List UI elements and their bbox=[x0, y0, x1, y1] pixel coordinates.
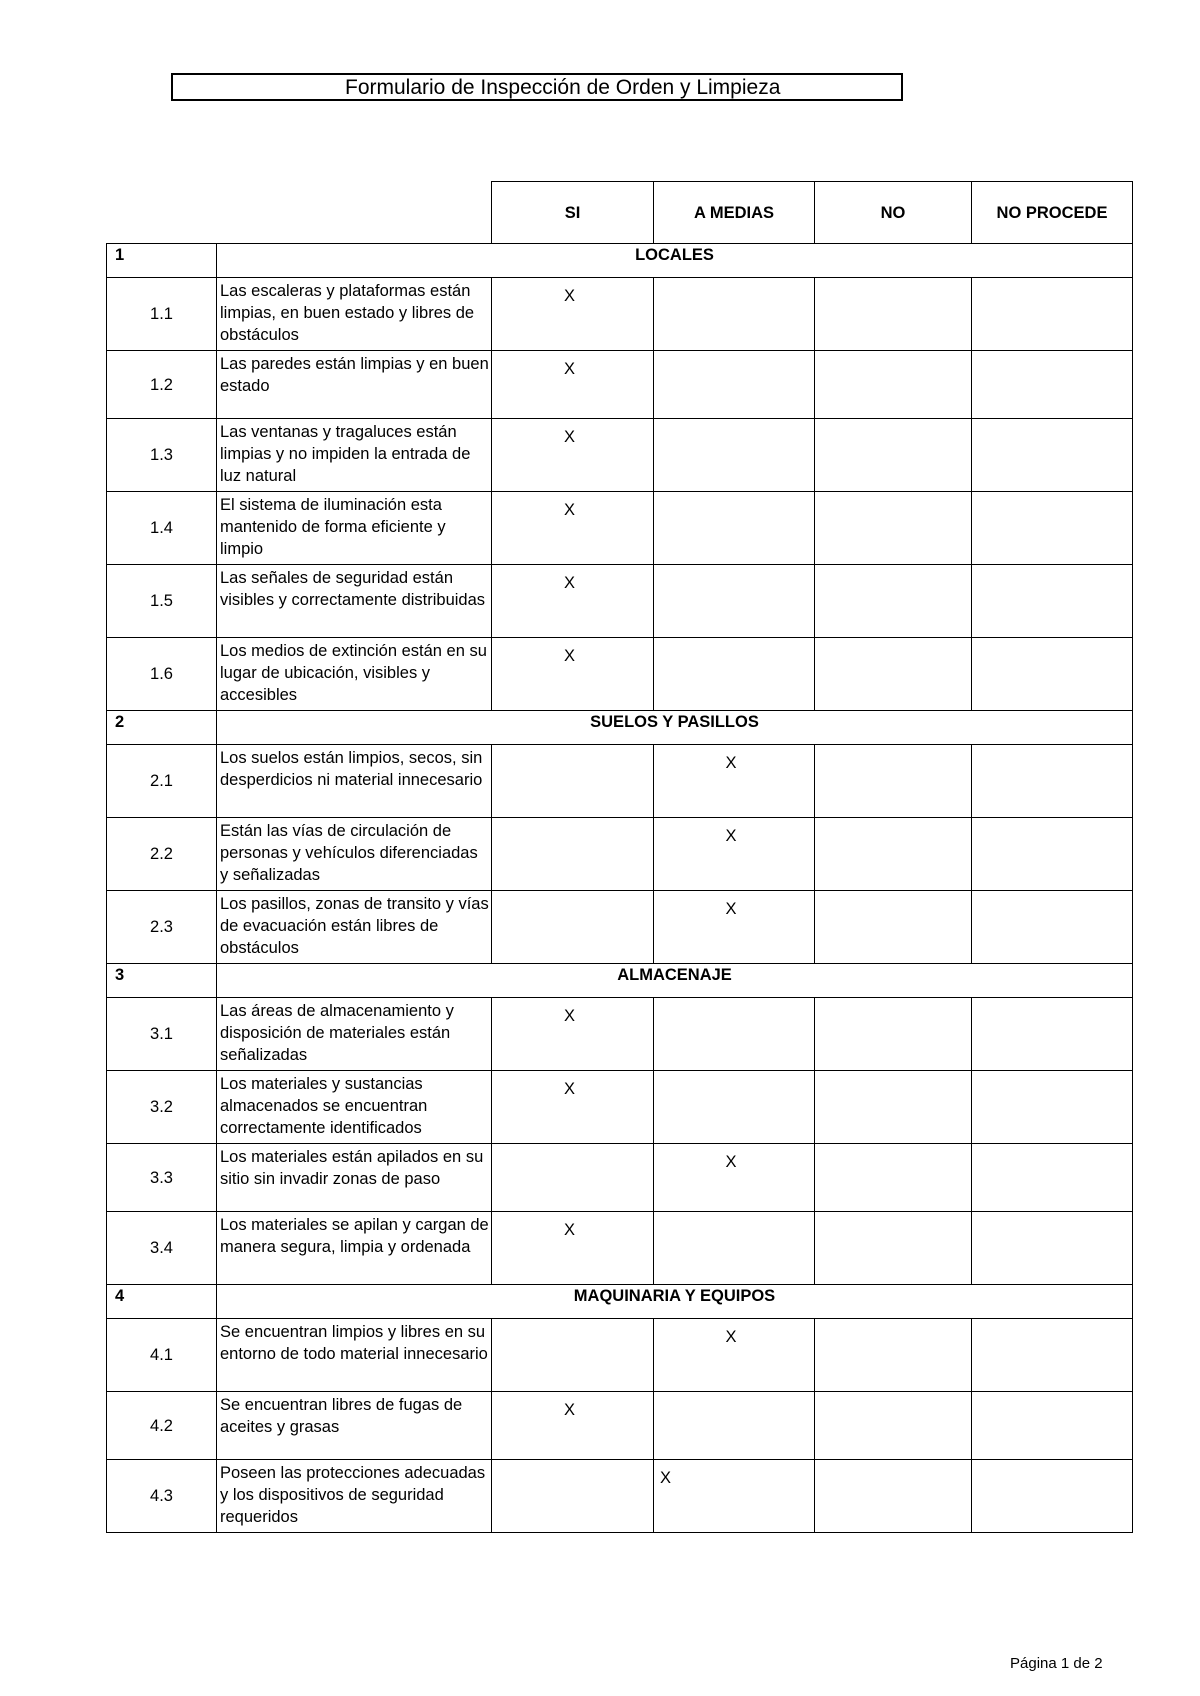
item-description: Se encuentran libres de fugas de aceites y grasas bbox=[217, 1392, 492, 1460]
item-row bbox=[107, 818, 1133, 891]
item-description: El sistema de iluminación esta mantenido de forma eficiente y limpio bbox=[217, 492, 492, 565]
answer-cell-no[interactable] bbox=[815, 638, 972, 711]
item-row bbox=[107, 1460, 1133, 1533]
item-number: 4.3 bbox=[107, 1460, 217, 1533]
check-mark: X bbox=[725, 900, 737, 918]
check-mark: X bbox=[563, 360, 575, 378]
answer-cell-si[interactable] bbox=[492, 1460, 654, 1533]
item-row bbox=[107, 638, 1133, 711]
answer-cell-no-procede[interactable] bbox=[972, 419, 1133, 492]
check-mark: X bbox=[563, 1007, 575, 1025]
item-description: Las señales de seguridad están visibles y correctamente distribuidas bbox=[217, 565, 492, 638]
item-description: Los medios de extinción están en su lugar de ubicación, visibles y accesibles bbox=[217, 638, 492, 711]
item-row bbox=[107, 1392, 1133, 1460]
answer-cell-si[interactable] bbox=[492, 351, 654, 419]
item-number: 1.1 bbox=[107, 278, 217, 351]
check-mark: X bbox=[660, 1469, 672, 1487]
item-number: 1.3 bbox=[107, 419, 217, 492]
answer-cell-no[interactable] bbox=[815, 1212, 972, 1285]
answer-cell-a-medias[interactable] bbox=[654, 1071, 815, 1144]
item-description: Los materiales y sustancias almacenados se encuentran correctamente identificados bbox=[217, 1071, 492, 1144]
answer-cell-a-medias[interactable] bbox=[654, 1460, 815, 1533]
answer-cell-si[interactable] bbox=[492, 745, 654, 818]
check-mark: X bbox=[563, 501, 575, 519]
column-header-a-medias: A MEDIAS bbox=[654, 182, 815, 244]
answer-cell-no-procede[interactable] bbox=[972, 998, 1133, 1071]
answer-cell-si[interactable] bbox=[492, 891, 654, 964]
answer-cell-no[interactable] bbox=[815, 1144, 972, 1212]
answer-cell-no[interactable] bbox=[815, 998, 972, 1071]
item-description: Las escaleras y plataformas están limpias, en buen estado y libres de obstáculos bbox=[217, 278, 492, 351]
answer-cell-no-procede[interactable] bbox=[972, 638, 1133, 711]
check-mark: X bbox=[725, 1153, 737, 1171]
answer-cell-no[interactable] bbox=[815, 419, 972, 492]
column-header-no: NO bbox=[815, 182, 972, 244]
section-title: ALMACENAJE bbox=[217, 964, 1133, 998]
answer-cell-no-procede[interactable] bbox=[972, 1319, 1133, 1392]
answer-cell-no-procede[interactable] bbox=[972, 565, 1133, 638]
item-row bbox=[107, 351, 1133, 419]
answer-cell-no[interactable] bbox=[815, 1460, 972, 1533]
item-description: Los pasillos, zonas de transito y vías de evacuación están libres de obstáculos bbox=[217, 891, 492, 964]
inspection-table bbox=[106, 181, 1133, 1533]
check-mark: X bbox=[563, 574, 575, 592]
answer-cell-si[interactable] bbox=[492, 1212, 654, 1285]
section-row bbox=[107, 964, 1133, 998]
form-title: Formulario de Inspección de Orden y Limpieza bbox=[345, 76, 781, 99]
answer-cell-no[interactable] bbox=[815, 891, 972, 964]
answer-cell-si[interactable] bbox=[492, 278, 654, 351]
item-description: Están las vías de circulación de personas y vehículos diferenciadas y señalizadas bbox=[217, 818, 492, 891]
section-title: SUELOS Y PASILLOS bbox=[217, 711, 1133, 745]
item-number: 4.1 bbox=[107, 1319, 217, 1392]
answer-cell-si[interactable] bbox=[492, 818, 654, 891]
item-number: 1.4 bbox=[107, 492, 217, 565]
header-row bbox=[107, 182, 1133, 244]
item-number: 4.2 bbox=[107, 1392, 217, 1460]
header-spacer bbox=[107, 182, 492, 244]
section-number: 2 bbox=[107, 711, 217, 745]
item-number: 1.6 bbox=[107, 638, 217, 711]
item-description: Se encuentran limpios y libres en su entorno de todo material innecesario bbox=[217, 1319, 492, 1392]
item-number: 3.2 bbox=[107, 1071, 217, 1144]
answer-cell-no[interactable] bbox=[815, 745, 972, 818]
item-row bbox=[107, 998, 1133, 1071]
section-row bbox=[107, 711, 1133, 745]
answer-cell-no-procede[interactable] bbox=[972, 278, 1133, 351]
answer-cell-no-procede[interactable] bbox=[972, 351, 1133, 419]
answer-cell-si[interactable] bbox=[492, 1071, 654, 1144]
answer-cell-si[interactable] bbox=[492, 1392, 654, 1460]
item-description: Las paredes están limpias y en buen estado bbox=[217, 351, 492, 419]
item-row bbox=[107, 1071, 1133, 1144]
check-mark: X bbox=[725, 1328, 737, 1346]
answer-cell-no-procede[interactable] bbox=[972, 818, 1133, 891]
answer-cell-si[interactable] bbox=[492, 419, 654, 492]
answer-cell-a-medias[interactable] bbox=[654, 351, 815, 419]
answer-cell-si[interactable] bbox=[492, 1319, 654, 1392]
answer-cell-a-medias[interactable] bbox=[654, 1319, 815, 1392]
item-row bbox=[107, 492, 1133, 565]
item-number: 2.1 bbox=[107, 745, 217, 818]
item-row bbox=[107, 419, 1133, 492]
item-description: Los suelos están limpios, secos, sin desperdicios ni material innecesario bbox=[217, 745, 492, 818]
check-mark: X bbox=[563, 428, 575, 446]
form-title-box bbox=[171, 73, 903, 101]
item-number: 1.5 bbox=[107, 565, 217, 638]
item-description: Las ventanas y tragaluces están limpias y no impiden la entrada de luz natural bbox=[217, 419, 492, 492]
item-number: 2.3 bbox=[107, 891, 217, 964]
answer-cell-no[interactable] bbox=[815, 1071, 972, 1144]
section-title: MAQUINARIA Y EQUIPOS bbox=[217, 1285, 1133, 1319]
answer-cell-a-medias[interactable] bbox=[654, 998, 815, 1071]
item-number: 3.4 bbox=[107, 1212, 217, 1285]
item-row bbox=[107, 1212, 1133, 1285]
item-description: Poseen las protecciones adecuadas y los dispositivos de seguridad requeridos bbox=[217, 1460, 492, 1533]
answer-cell-a-medias[interactable] bbox=[654, 278, 815, 351]
answer-cell-si[interactable] bbox=[492, 998, 654, 1071]
answer-cell-no-procede[interactable] bbox=[972, 1460, 1133, 1533]
answer-cell-si[interactable] bbox=[492, 492, 654, 565]
answer-cell-no[interactable] bbox=[815, 278, 972, 351]
answer-cell-no-procede[interactable] bbox=[972, 1071, 1133, 1144]
check-mark: X bbox=[725, 827, 737, 845]
check-mark: X bbox=[563, 1401, 575, 1419]
answer-cell-no-procede[interactable] bbox=[972, 492, 1133, 565]
item-row bbox=[107, 1144, 1133, 1212]
answer-cell-a-medias[interactable] bbox=[654, 818, 815, 891]
item-number: 3.3 bbox=[107, 1144, 217, 1212]
answer-cell-a-medias[interactable] bbox=[654, 492, 815, 565]
answer-cell-si[interactable] bbox=[492, 565, 654, 638]
item-row bbox=[107, 565, 1133, 638]
answer-cell-a-medias[interactable] bbox=[654, 419, 815, 492]
answer-cell-no[interactable] bbox=[815, 492, 972, 565]
item-number: 2.2 bbox=[107, 818, 217, 891]
answer-cell-a-medias[interactable] bbox=[654, 891, 815, 964]
answer-cell-no-procede[interactable] bbox=[972, 891, 1133, 964]
answer-cell-no[interactable] bbox=[815, 1319, 972, 1392]
answer-cell-si[interactable] bbox=[492, 638, 654, 711]
answer-cell-a-medias[interactable] bbox=[654, 565, 815, 638]
section-row bbox=[107, 244, 1133, 278]
answer-cell-a-medias[interactable] bbox=[654, 1144, 815, 1212]
answer-cell-no-procede[interactable] bbox=[972, 1212, 1133, 1285]
answer-cell-no[interactable] bbox=[815, 565, 972, 638]
item-row bbox=[107, 278, 1133, 351]
section-number: 1 bbox=[107, 244, 217, 278]
answer-cell-no-procede[interactable] bbox=[972, 745, 1133, 818]
answer-cell-a-medias[interactable] bbox=[654, 1392, 815, 1460]
column-header-no-procede: NO PROCEDE bbox=[972, 182, 1133, 244]
item-description: Los materiales se apilan y cargan de manera segura, limpia y ordenada bbox=[217, 1212, 492, 1285]
answer-cell-no[interactable] bbox=[815, 1392, 972, 1460]
inspection-table-body bbox=[107, 182, 1133, 1533]
item-row bbox=[107, 745, 1133, 818]
column-header-si: SI bbox=[492, 182, 654, 244]
section-title: LOCALES bbox=[217, 244, 1133, 278]
check-mark: X bbox=[725, 754, 737, 772]
check-mark: X bbox=[563, 287, 575, 305]
answer-cell-no[interactable] bbox=[815, 818, 972, 891]
check-mark: X bbox=[563, 1221, 575, 1239]
answer-cell-no-procede[interactable] bbox=[972, 1392, 1133, 1460]
check-mark: X bbox=[563, 647, 575, 665]
item-description: Las áreas de almacenamiento y disposición de materiales están señalizadas bbox=[217, 998, 492, 1071]
section-row bbox=[107, 1285, 1133, 1319]
answer-cell-si[interactable] bbox=[492, 1144, 654, 1212]
item-number: 1.2 bbox=[107, 351, 217, 419]
answer-cell-no-procede[interactable] bbox=[972, 1144, 1133, 1212]
item-row bbox=[107, 1319, 1133, 1392]
answer-cell-no[interactable] bbox=[815, 351, 972, 419]
section-number: 4 bbox=[107, 1285, 217, 1319]
answer-cell-a-medias[interactable] bbox=[654, 745, 815, 818]
item-number: 3.1 bbox=[107, 998, 217, 1071]
answer-cell-a-medias[interactable] bbox=[654, 638, 815, 711]
page-footer: Página 1 de 2 bbox=[1010, 1655, 1103, 1672]
check-mark: X bbox=[563, 1080, 575, 1098]
item-row bbox=[107, 891, 1133, 964]
section-number: 3 bbox=[107, 964, 217, 998]
item-description: Los materiales están apilados en su sitio sin invadir zonas de paso bbox=[217, 1144, 492, 1212]
answer-cell-a-medias[interactable] bbox=[654, 1212, 815, 1285]
